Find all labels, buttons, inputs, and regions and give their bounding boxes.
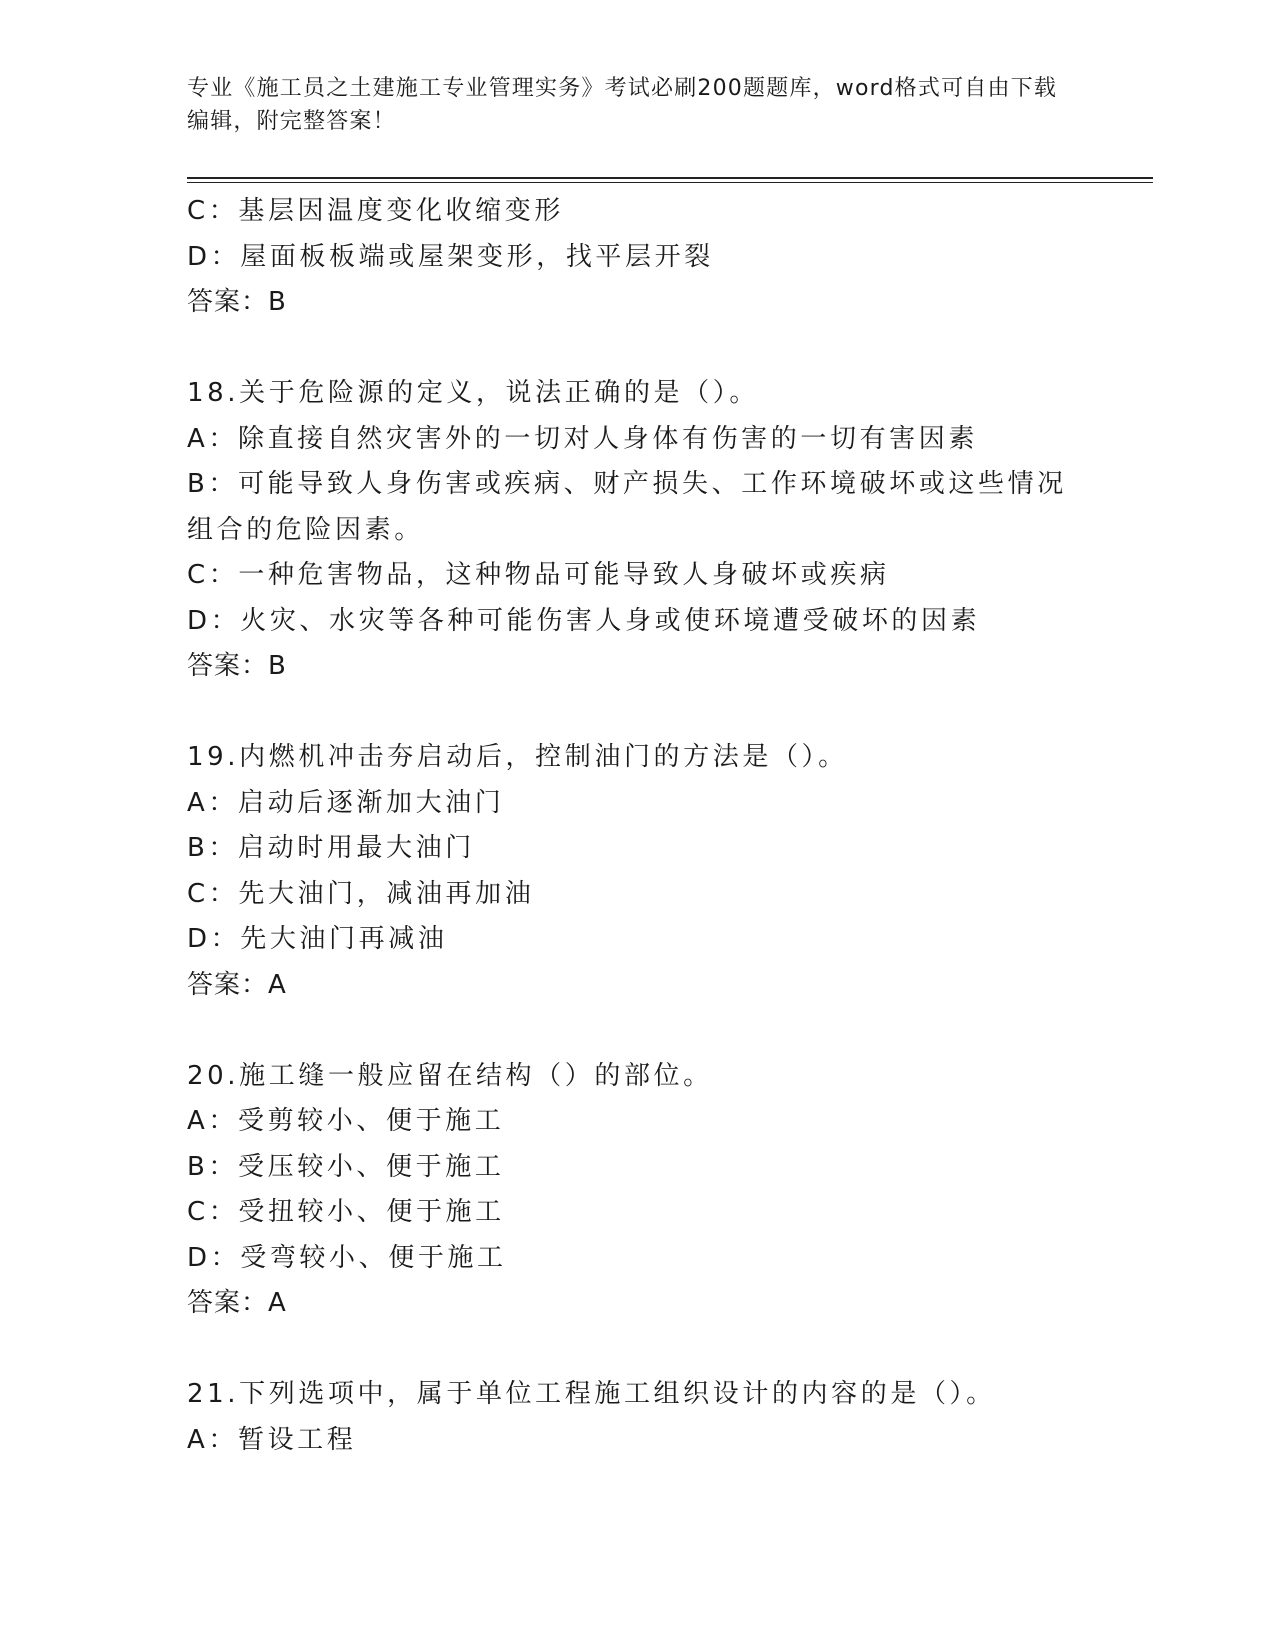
question-stem: 21.下列选项中，属于单位工程施工组织设计的内容的是（）。 bbox=[187, 1379, 996, 1409]
answer-line: 答案：B bbox=[187, 287, 287, 317]
question-stem: 20.施工缝一般应留在结构（）的部位。 bbox=[187, 1060, 713, 1091]
page-header: 专业《施工员之土建施工专业管理实务》考试必刷200题题库，word格式可自由下载编辑，附完整答案！ bbox=[187, 76, 1058, 134]
question-stem: 19.内燃机冲击夯启动后，控制油门的方法是（）。 bbox=[187, 742, 848, 772]
option-line: A：暂设工程 bbox=[187, 1424, 357, 1455]
answer-line: 答案：A bbox=[187, 1288, 287, 1318]
option-line: D：屋面板板端或屋架变形，找平层开裂 bbox=[187, 241, 714, 272]
option-line: C：先大油门，减油再加油 bbox=[187, 878, 535, 909]
option-line: A：启动后逐渐加大油门 bbox=[187, 787, 505, 818]
question-stem: 18.关于危险源的定义，说法正确的是（）。 bbox=[187, 378, 759, 408]
spacer bbox=[187, 1327, 1087, 1373]
option-line: B：可能导致人身伤害或疾病、财产损失、工作环境破坏或这些情况组合的危险因素。 bbox=[187, 469, 1067, 545]
option-line: D：先大油门再减油 bbox=[187, 924, 448, 954]
header-rule-thick bbox=[187, 177, 1153, 179]
answer-line: 答案：B bbox=[187, 651, 287, 681]
option-line: A：受剪较小、便于施工 bbox=[187, 1106, 505, 1136]
option-line: D：受弯较小、便于施工 bbox=[187, 1242, 507, 1273]
spacer bbox=[187, 326, 1087, 372]
question-body bbox=[187, 189, 1087, 1463]
option-line: C：基层因温度变化收缩变形 bbox=[187, 196, 564, 226]
option-line: B：受压较小、便于施工 bbox=[187, 1151, 505, 1182]
spacer bbox=[187, 690, 1087, 736]
answer-line: 答案：A bbox=[187, 969, 287, 1000]
header-rule-thin bbox=[187, 182, 1153, 183]
option-line: A：除直接自然灾害外的一切对人身体有伤害的一切有害因素 bbox=[187, 423, 978, 454]
option-line: C：一种危害物品，这种物品可能导致人身破坏或疾病 bbox=[187, 560, 890, 590]
option-line: D：火灾、水灾等各种可能伤害人身或使环境遭受破坏的因素 bbox=[187, 605, 981, 636]
option-line: C：受扭较小、便于施工 bbox=[187, 1197, 505, 1227]
spacer bbox=[187, 1008, 1087, 1054]
option-line: B：启动时用最大油门 bbox=[187, 833, 475, 863]
